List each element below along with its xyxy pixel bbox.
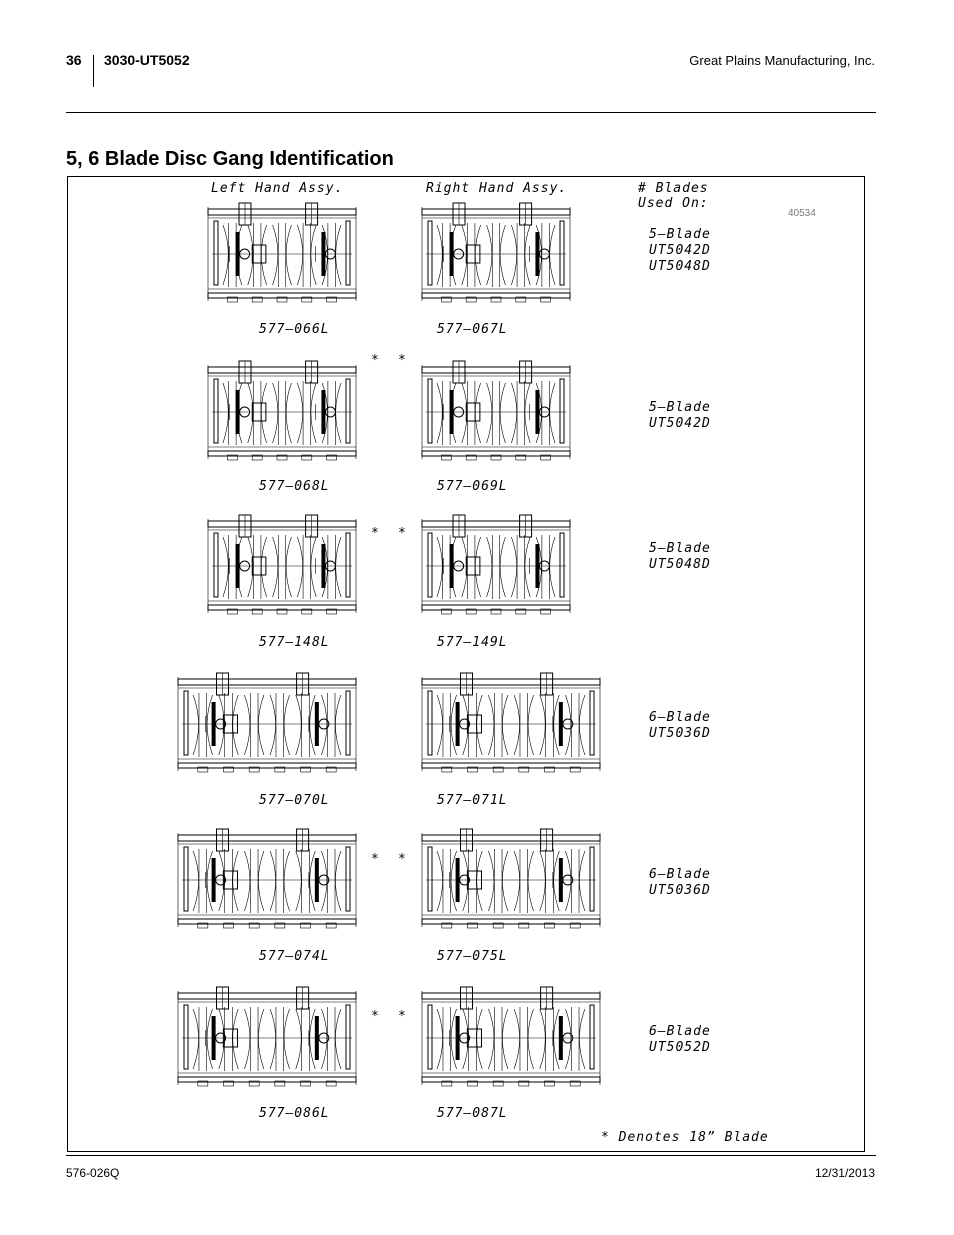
right-hand-assembly [422, 673, 600, 772]
left-hand-assembly [178, 673, 356, 772]
right-part-number: 577–067L [437, 322, 508, 337]
right-hand-heading: Right Hand Assy. [426, 181, 568, 196]
right-hand-assembly [422, 361, 570, 460]
page-title: 5, 6 Blade Disc Gang Identification [66, 148, 394, 170]
blades-used-line: 5–Blade [649, 400, 711, 415]
blades-used-line: 5–Blade [649, 227, 711, 242]
gang-row [178, 673, 711, 808]
right-part-number: 577–075L [437, 949, 508, 964]
blade-18-star-right: * [398, 852, 407, 867]
left-part-number: 577–086L [259, 1106, 330, 1121]
blades-used-line: UT5048D [649, 259, 711, 274]
blade-18-star-left: * [371, 526, 380, 541]
left-hand-assembly [178, 987, 356, 1086]
page-number: 36 [66, 52, 82, 68]
blades-used-line: 6–Blade [649, 867, 711, 882]
right-part-number: 577–087L [437, 1106, 508, 1121]
left-part-number: 577–148L [259, 635, 330, 650]
left-hand-heading: Left Hand Assy. [211, 181, 344, 196]
left-part-number: 577–074L [259, 949, 330, 964]
right-hand-assembly [422, 515, 570, 614]
figure-number: 40534 [788, 208, 816, 219]
rows-layer [178, 203, 711, 1121]
blades-used-heading-2: Used On: [638, 196, 709, 211]
right-hand-assembly [422, 829, 600, 928]
left-part-number: 577–068L [259, 479, 330, 494]
blades-used-line: UT5042D [649, 243, 711, 258]
left-hand-assembly [208, 203, 356, 302]
company-name: Great Plains Manufacturing, Inc. [689, 53, 875, 68]
right-part-number: 577–149L [437, 635, 508, 650]
footer-rule [66, 1155, 876, 1156]
left-part-number: 577–070L [259, 793, 330, 808]
blade-18-star-right: * [398, 353, 407, 368]
gang-row [208, 515, 711, 650]
right-hand-assembly [422, 987, 600, 1086]
identification-figure [67, 176, 865, 1152]
header-rule [66, 112, 876, 113]
gang-row [178, 829, 711, 964]
left-part-number: 577–066L [259, 322, 330, 337]
blade-18-star-left: * [371, 353, 380, 368]
blades-used-heading-1: # Blades [638, 181, 709, 196]
blades-used-line: UT5042D [649, 416, 711, 431]
blade-18-star-right: * [398, 1009, 407, 1024]
blade-18-star-left: * [371, 1009, 380, 1024]
blades-used-line: 5–Blade [649, 541, 711, 556]
blade-18-star-right: * [398, 526, 407, 541]
model-number: 3030-UT5052 [104, 52, 190, 68]
blades-used-line: UT5052D [649, 1040, 711, 1055]
revision-date: 12/31/2013 [814, 1166, 875, 1180]
header-divider [93, 55, 94, 87]
left-hand-assembly [208, 515, 356, 614]
blades-used-line: UT5036D [649, 726, 711, 741]
blade-note: * Denotes 18” Blade [601, 1130, 769, 1145]
document-number: 576-026Q [66, 1166, 120, 1180]
gang-diagram [68, 177, 864, 1151]
right-hand-assembly [422, 203, 570, 302]
gang-row [178, 987, 711, 1121]
blades-used-line: UT5048D [649, 557, 711, 572]
gang-row [208, 353, 711, 494]
right-part-number: 577–069L [437, 479, 508, 494]
left-hand-assembly [178, 829, 356, 928]
blades-used-line: 6–Blade [649, 710, 711, 725]
right-part-number: 577–071L [437, 793, 508, 808]
blade-18-star-left: * [371, 852, 380, 867]
blades-used-line: UT5036D [649, 883, 711, 898]
blades-used-line: 6–Blade [649, 1024, 711, 1039]
left-hand-assembly [208, 361, 356, 460]
gang-row [208, 203, 711, 337]
